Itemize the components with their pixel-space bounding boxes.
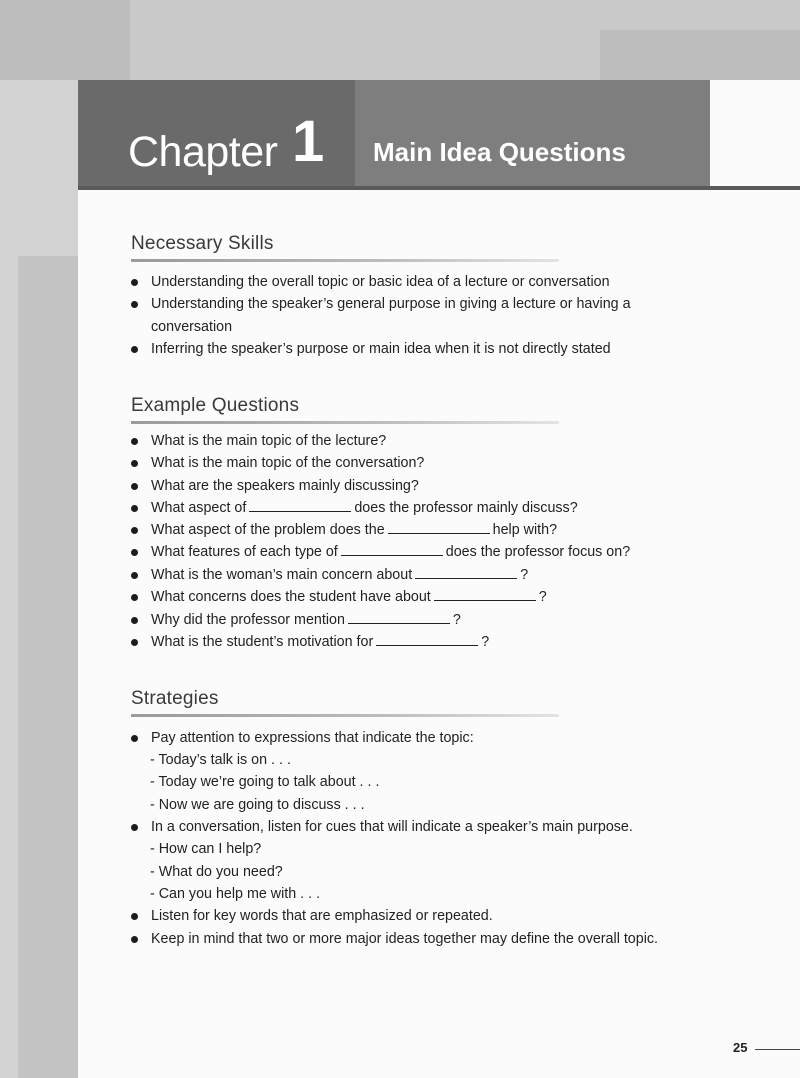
answer-blank (249, 499, 351, 512)
strategy-item: Keep in mind that two or more major ideas together may define the overall topic. (151, 931, 659, 947)
bullet (131, 572, 138, 579)
bullet (131, 824, 138, 831)
strategy-subitem: - Today we’re going to talk about . . . (150, 774, 380, 790)
strategy-subitem: - Can you help me with . . . (150, 886, 321, 902)
bullet (131, 346, 138, 353)
bullet (131, 483, 138, 490)
question-item: Why did the professor mention ? (151, 612, 461, 628)
chapter-banner-rule (78, 186, 800, 190)
strategy-subitem: - Today’s talk is on . . . (150, 752, 291, 768)
bullet (131, 639, 138, 646)
question-item: What is the main topic of the lecture? (151, 433, 387, 449)
strategy-item: Pay attention to expressions that indicate the topic: (151, 730, 474, 746)
bullet (131, 505, 138, 512)
bullet (131, 460, 138, 467)
bullet (131, 594, 138, 601)
question-item: What is the student’s motivation for ? (151, 634, 490, 650)
list-item: Understanding the speaker’s general purpose in giving a lecture or having a (151, 296, 631, 312)
answer-blank (434, 588, 536, 601)
answer-blank (388, 521, 490, 534)
bullet (131, 279, 138, 286)
chapter-number: 1 (292, 109, 325, 174)
page-edge-shadow (0, 0, 130, 80)
bullet (131, 913, 138, 920)
strategy-subitem: - What do you need? (150, 864, 283, 880)
side-decoration-strip (18, 256, 78, 1078)
question-item: What features of each type of does the professor focus on? (151, 544, 631, 560)
question-item: What are the speakers mainly discussing? (151, 478, 419, 494)
strategy-item: In a conversation, listen for cues that will indicate a speaker’s main purpose. (151, 819, 633, 835)
question-item: What is the main topic of the conversation? (151, 455, 425, 471)
question-item: What concerns does the student have about ? (151, 589, 547, 605)
section-title-strategies: Strategies (131, 688, 219, 709)
bullet (131, 735, 138, 742)
question-item: What aspect of the problem does the help with? (151, 522, 558, 538)
chapter-title: Main Idea Questions (373, 137, 626, 167)
answer-blank (415, 566, 517, 579)
answer-blank (348, 611, 450, 624)
section-rule (131, 421, 559, 424)
bullet (131, 936, 138, 943)
strategy-subitem: - How can I help? (150, 841, 262, 857)
list-item-continuation: conversation (151, 319, 233, 335)
question-item: What aspect of does the professor mainly discuss? (151, 500, 578, 516)
page-number-rule (755, 1049, 800, 1050)
section-rule (131, 714, 559, 717)
chapter-banner-right (355, 80, 710, 189)
list-item: Understanding the overall topic or basic idea of a lecture or conversation (151, 274, 610, 290)
question-item: What is the woman’s main concern about ? (151, 567, 529, 583)
strategy-item: Listen for key words that are emphasized or repeated. (151, 908, 493, 924)
page-edge-shadow (600, 30, 800, 80)
bullet (131, 438, 138, 445)
bullet (131, 549, 138, 556)
section-title-example-questions: Example Questions (131, 395, 300, 416)
chapter-label: Chapter (128, 128, 278, 176)
bullet (131, 527, 138, 534)
list-item: Inferring the speaker’s purpose or main idea when it is not directly stated (151, 341, 611, 357)
answer-blank (376, 633, 478, 646)
strategy-subitem: - Now we are going to discuss . . . (150, 797, 365, 813)
bullet (131, 301, 138, 308)
page-number: 25 (733, 1040, 748, 1055)
bullet (131, 617, 138, 624)
section-title-necessary-skills: Necessary Skills (131, 233, 274, 254)
section-rule (131, 259, 559, 262)
answer-blank (341, 543, 443, 556)
